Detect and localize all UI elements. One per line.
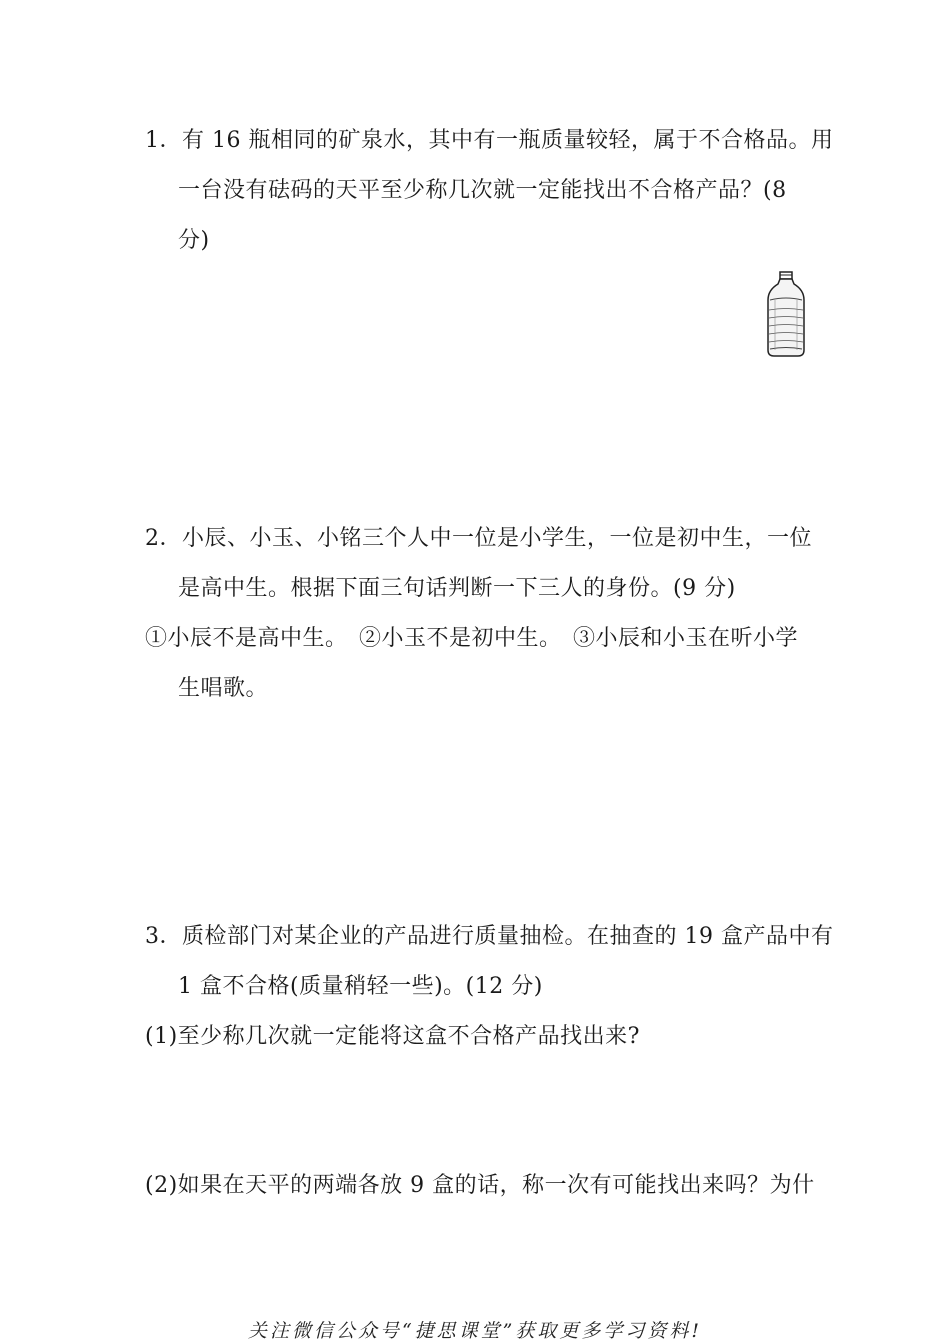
q2-line-1: 2．小辰、小玉、小铭三个人中一位是小学生，一位是初中生，一位 [145,526,812,551]
q3-sub-2: (2)如果在天平的两端各放 9 盒的话，称一次有可能找出来吗？为什 [145,1173,815,1198]
q1-line-2: 一台没有砝码的天平至少称几次就一定能找出不合格产品？(8 [178,178,787,203]
q2-line-3: ①小辰不是高中生。 ②小玉不是初中生。 ③小辰和小玉在听小学 [145,626,799,651]
q2-line-4: 生唱歌。 [178,676,269,701]
footer-note: 关注微信公众号“捷思课堂”获取更多学习资料! [247,1320,703,1342]
q1-line-3: 分) [178,228,210,253]
water-bottle-icon [764,270,808,358]
q3-sub-1: (1)至少称几次就一定能将这盒不合格产品找出来? [145,1024,640,1049]
q3-line-1: 3．质检部门对某企业的产品进行质量抽检。在抽查的 19 盒产品中有 [145,924,834,949]
q1-line-1: 1．有 16 瓶相同的矿泉水，其中有一瓶质量较轻，属于不合格品。用 [145,128,834,153]
q3-line-2: 1 盒不合格(质量稍轻一些)。(12 分) [178,974,543,999]
q2-line-2: 是高中生。根据下面三句话判断一下三人的身份。(9 分) [178,576,736,601]
